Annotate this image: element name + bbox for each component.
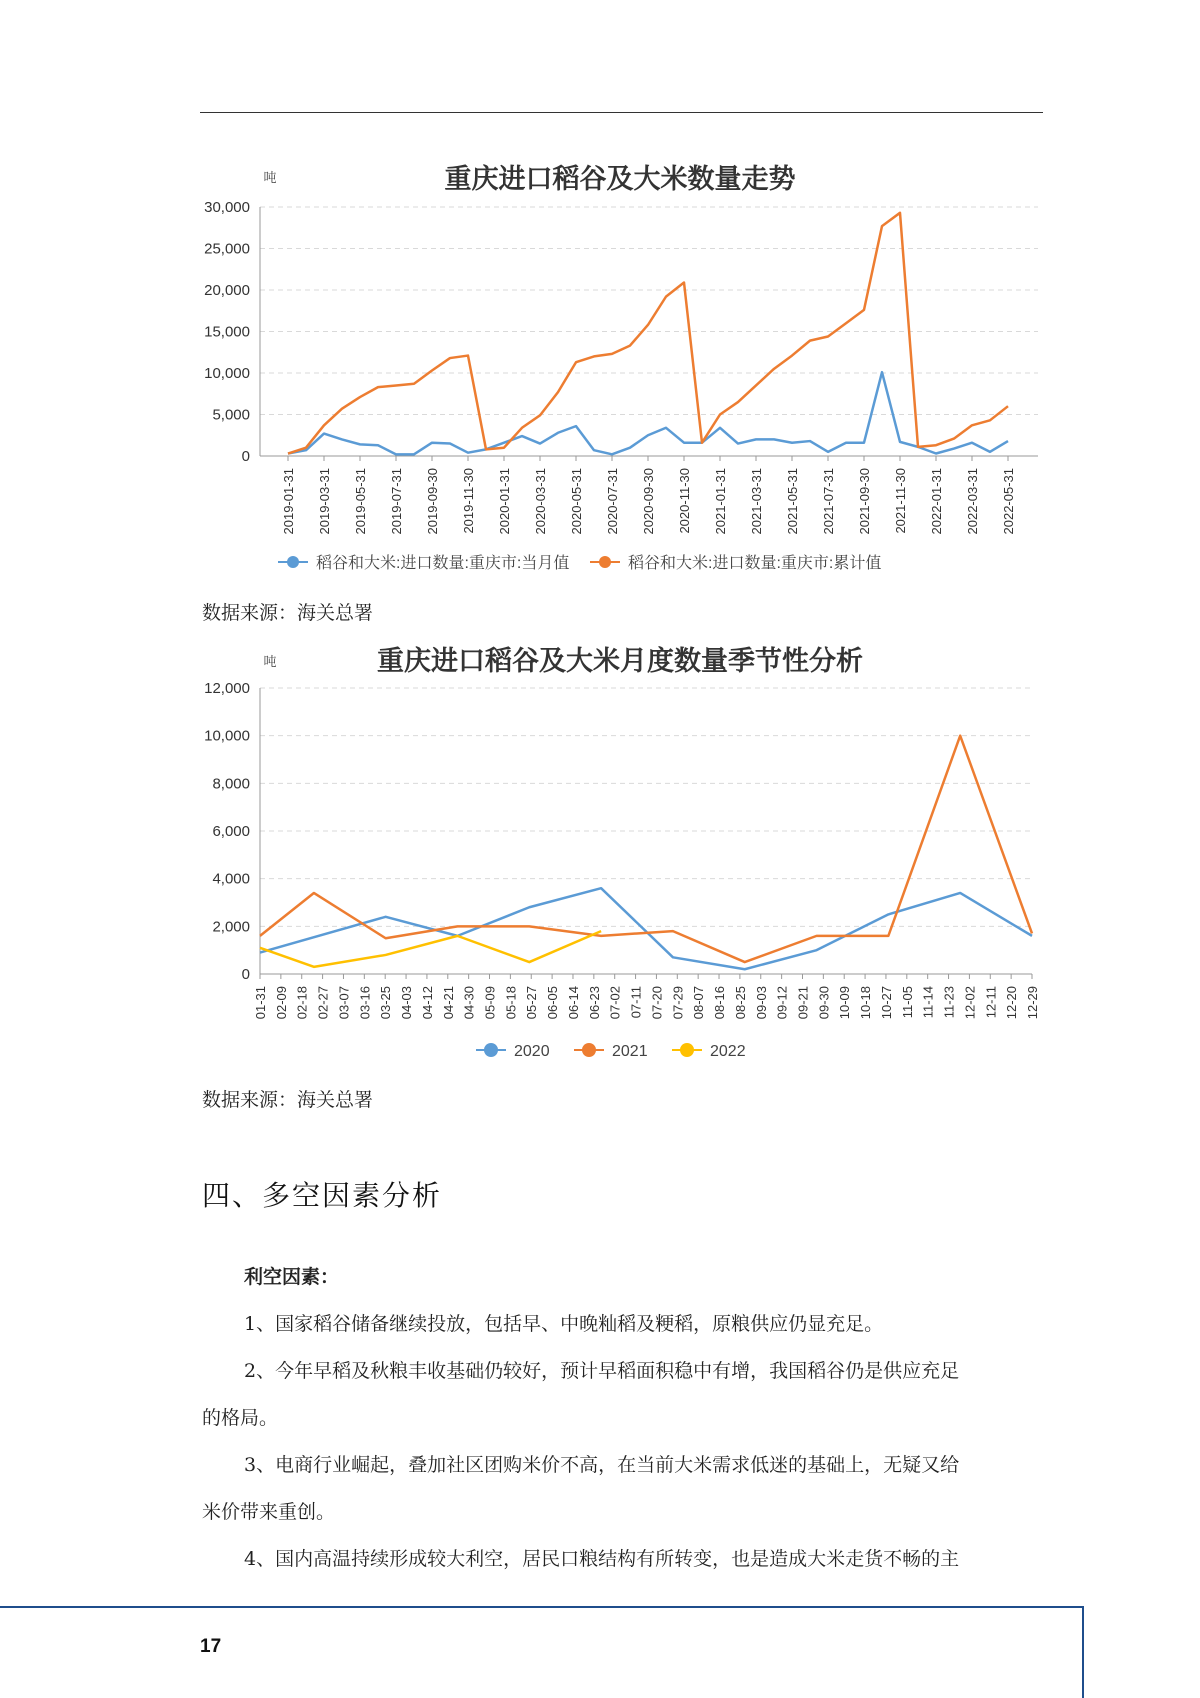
legend-marker [599, 556, 611, 568]
x-tick-label: 03-07 [336, 986, 352, 1020]
data-source-2: 数据来源：海关总署 [202, 1089, 374, 1111]
y-tick-label: 4,000 [212, 870, 250, 888]
x-tick-label: 10-27 [878, 986, 894, 1020]
y-tick-label: 10,000 [204, 727, 250, 745]
bearish-item-1: 1、国家稻谷储备继续投放，包括早、中晚籼稻及粳稻，原粮供应仍显充足。 [244, 1313, 884, 1335]
chart-seasonality-svg [190, 636, 1050, 1076]
chart-import-trend-svg [190, 150, 1050, 580]
x-tick-label: 05-09 [482, 986, 498, 1020]
x-tick-label: 2020-05-31 [569, 468, 584, 535]
x-tick-label: 01-31 [253, 986, 268, 1020]
y-unit-label: 吨 [263, 654, 277, 669]
x-tick-label: 2020-11-30 [677, 468, 692, 534]
series-line-2022 [260, 931, 601, 967]
y-tick-label: 0 [241, 448, 250, 465]
y-tick-label: 10,000 [204, 365, 250, 382]
chart-seasonality [190, 636, 1050, 1076]
legend-marker [582, 1043, 596, 1057]
x-tick-label: 06-23 [586, 986, 602, 1020]
x-tick-label: 2021-01-31 [713, 468, 728, 535]
y-tick-label: 20,000 [204, 282, 250, 299]
legend-label: 稻谷和大米:进口数量:重庆市:累计值 [628, 555, 882, 572]
bearish-item-2-cont: 的格局。 [202, 1407, 279, 1429]
page-number: 17 [200, 1636, 222, 1657]
x-tick-label: 02-09 [273, 986, 289, 1020]
x-tick-label: 09-21 [795, 986, 811, 1020]
x-tick-label: 11-05 [899, 986, 915, 1019]
x-tick-label: 07-02 [607, 986, 623, 1020]
data-source-1: 数据来源：海关总署 [202, 602, 374, 624]
x-tick-label: 04-30 [461, 986, 477, 1020]
x-tick-label: 2019-05-31 [353, 468, 368, 535]
x-tick-label: 2019-11-30 [461, 468, 476, 534]
x-tick-label: 12-11 [983, 986, 999, 1019]
x-tick-label: 07-29 [670, 986, 686, 1020]
y-tick-label: 12,000 [204, 680, 250, 697]
x-tick-label: 02-27 [315, 986, 331, 1020]
x-tick-label: 12-29 [1025, 986, 1040, 1020]
x-tick-label: 2022-01-31 [929, 468, 944, 535]
x-tick-label: 07-11 [628, 986, 644, 1019]
x-tick-label: 2020-01-31 [497, 468, 512, 535]
x-tick-label: 12-02 [962, 986, 978, 1020]
x-tick-label: 05-27 [524, 986, 540, 1020]
y-tick-label: 5,000 [212, 406, 250, 424]
bearish-item-4: 4、国内高温持续形成较大利空，居民口粮结构有所转变，也是造成大米走货不畅的主 [244, 1548, 960, 1570]
bearish-factors [202, 1254, 1032, 1583]
x-tick-label: 09-30 [816, 986, 832, 1020]
footer-frame-right [1082, 1606, 1084, 1698]
y-tick-label: 8,000 [212, 775, 250, 793]
x-tick-label: 2020-03-31 [533, 468, 548, 535]
y-tick-label: 25,000 [204, 240, 250, 258]
x-tick-label: 12-20 [1004, 986, 1020, 1020]
y-tick-label: 2,000 [212, 918, 250, 936]
x-tick-label: 09-03 [753, 986, 769, 1020]
x-tick-label: 2022-03-31 [965, 468, 980, 535]
x-tick-label: 05-18 [503, 986, 519, 1020]
chart-import-trend [190, 150, 1050, 580]
x-tick-label: 2021-05-31 [785, 468, 800, 535]
chart-title: 重庆进口稻谷及大米数量走势 [444, 164, 796, 194]
x-tick-label: 2021-09-30 [857, 468, 872, 535]
footer-frame-top [0, 1606, 1084, 1608]
x-tick-label: 2021-07-31 [821, 468, 836, 535]
legend-marker [287, 556, 299, 568]
y-tick-label: 30,000 [204, 199, 250, 216]
x-tick-label: 11-23 [941, 986, 957, 1019]
x-tick-label: 08-25 [732, 986, 748, 1020]
x-tick-label: 02-18 [294, 986, 310, 1020]
x-tick-label: 2020-07-31 [605, 468, 620, 535]
y-tick-label: 15,000 [204, 323, 250, 341]
x-tick-label: 2019-07-31 [389, 468, 404, 535]
x-tick-label: 08-16 [712, 986, 728, 1020]
x-tick-label: 2019-09-30 [425, 468, 440, 535]
x-tick-label: 03-25 [378, 986, 394, 1020]
x-tick-label: 10-09 [837, 986, 853, 1020]
x-tick-label: 2022-05-31 [1001, 468, 1016, 535]
bearish-item-2: 2、今年早稻及秋粮丰收基础仍较好，预计早稻面积稳中有增，我国稻谷仍是供应充足 [244, 1360, 960, 1382]
y-unit-label: 吨 [263, 170, 277, 185]
y-tick-label: 6,000 [212, 823, 250, 840]
legend-label: 2021 [612, 1043, 648, 1060]
x-tick-label: 2021-11-30 [893, 468, 908, 534]
y-tick-label: 0 [241, 966, 250, 983]
x-tick-label: 07-20 [649, 986, 665, 1020]
chart-title: 重庆进口稻谷及大米月度数量季节性分析 [377, 646, 863, 676]
bearish-item-3-cont: 米价带来重创。 [202, 1501, 336, 1523]
bearish-title: 利空因素： [244, 1266, 340, 1288]
x-tick-label: 04-12 [419, 986, 435, 1020]
legend-label: 稻谷和大米:进口数量:重庆市:当月值 [316, 555, 570, 572]
x-tick-label: 2019-03-31 [317, 468, 332, 535]
x-tick-label: 09-12 [774, 986, 790, 1020]
bearish-item-3: 3、电商行业崛起，叠加社区团购米价不高，在当前大米需求低迷的基础上，无疑又给 [244, 1454, 960, 1476]
series-line-2021 [260, 736, 1032, 962]
x-tick-label: 06-14 [565, 986, 581, 1020]
x-tick-label: 2021-03-31 [749, 468, 764, 535]
x-tick-label: 10-18 [858, 986, 874, 1020]
header-rule [200, 112, 1043, 113]
section-heading: 四、多空因素分析 [202, 1179, 443, 1212]
x-tick-label: 04-03 [399, 986, 415, 1020]
legend-marker [680, 1043, 694, 1057]
legend-label: 2020 [514, 1043, 550, 1060]
x-tick-label: 06-05 [545, 986, 561, 1020]
x-tick-label: 04-21 [440, 986, 456, 1020]
x-tick-label: 03-16 [357, 986, 373, 1020]
x-tick-label: 2020-09-30 [641, 468, 656, 535]
x-tick-label: 2019-01-31 [281, 468, 296, 535]
x-tick-label: 11-14 [920, 986, 936, 1019]
legend-label: 2022 [710, 1043, 746, 1060]
legend-marker [484, 1043, 498, 1057]
x-tick-label: 08-07 [691, 986, 707, 1020]
